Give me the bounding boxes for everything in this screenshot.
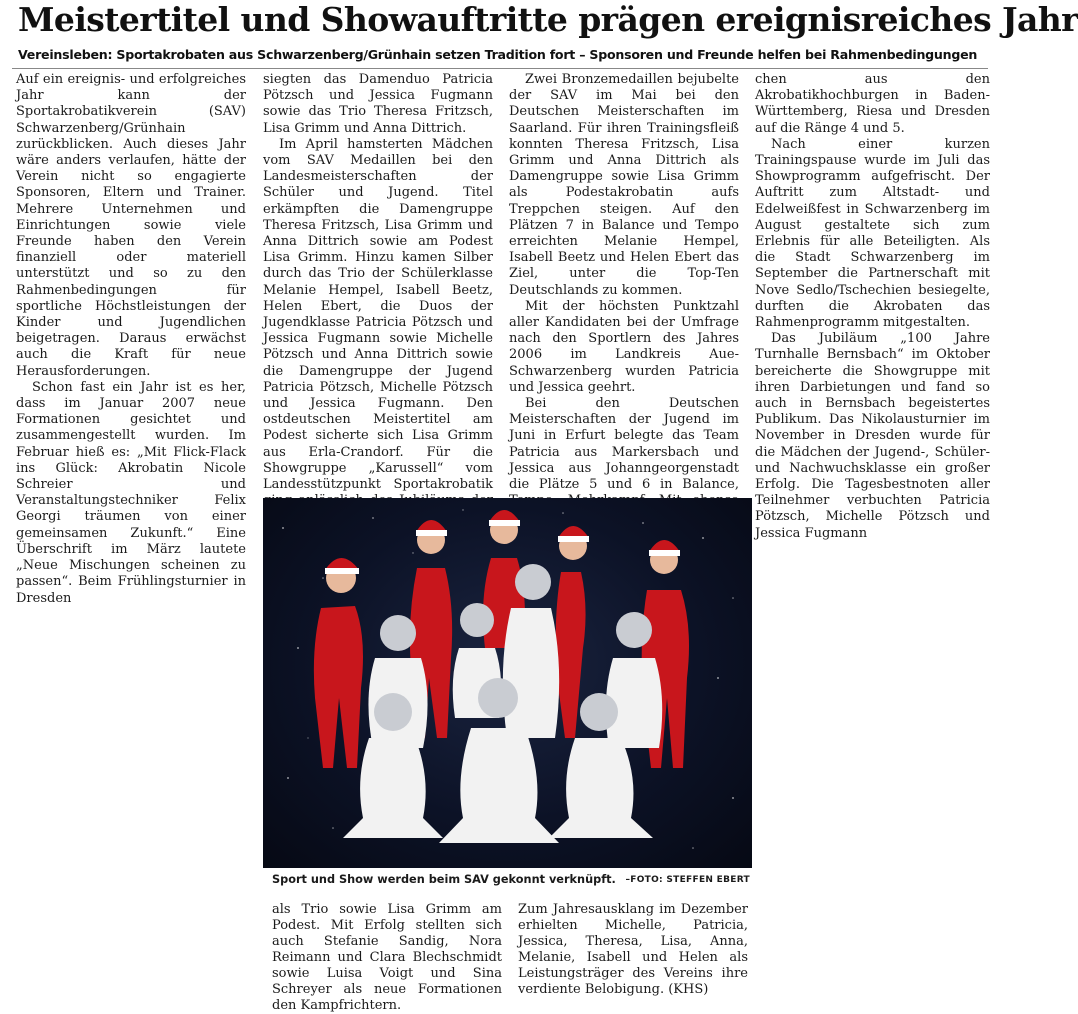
paragraph: chen aus den Akrobatikhochburgen in Baden-Württemberg, Riesa und Dresden auf die Ränge 4 und 5. [755, 72, 990, 136]
header-divider [12, 68, 988, 69]
headline: Meistertitel und Showauftritte prägen ereignisreiches Jahr [18, 0, 1078, 39]
bottom-column-1 [272, 902, 502, 1013]
bottom-column-2 [518, 902, 748, 998]
article-column-2 [263, 72, 493, 504]
article-column-1 [16, 72, 246, 606]
paragraph: Schon fast ein Jahr ist es her, dass im Januar 2007 neue Formationen gesichtet und zusammengestellt wurden. Im Februar hieß es: „Mit Flick-Flack ins Glück: Akrobatin Nicole Schreier und Veranstaltungstechniker Felix Georgi träumen von einer gemeinsamen Zukunft.“ Eine Überschrift im März lautete „Neue Mischungen scheinen zu passen“. Beim Frühlingsturnier in Dresden [16, 379, 246, 606]
paragraph: Nach einer kurzen Trainingspause wurde im Juli das Showprogramm aufgefrischt. Der Auftritt zum Altstadt- und Edelweißfest in Schwarzenberg im August gestaltete sich zum Erlebnis für alle Beteiligten. Als die Stadt Schwarzenberg im September die Partnerschaft mit Nove Sedlo/Tschechien besiegelte, durften die Akrobaten das Rahmenprogramm mitgestalten. [755, 136, 990, 331]
group-photo [263, 498, 752, 868]
paragraph: Bei den Deutschen Meisterschaften der Jugend im Juni in Erfurt belegte das Team Patricia aus Markersbach und Jessica aus Johanngeorgenstadt die Plätze 5 und 6 in Balance, [509, 396, 739, 493]
paragraph: Zum Jahresausklang im Dezember erhielten Michelle, Patricia, Jessica, Theresa, Lisa, Anna, Melanie, Isabell und Helen als Leistungsträger des Vereins ihre verdiente Belobigung. (KHS) [518, 902, 748, 997]
paragraph: Zwei Bronzemedaillen bejubelte der SAV im Mai bei den Deutschen Meisterschaften im Saarland. Für ihren Trainingsfleiß konnten Theresa Fritzsch, Lisa Grimm und Anna Dittrich als Damengruppe sowie Lisa Grimm als Podestakrobatin aufs Treppchen steigen. Auf den Plätzen 7 in Balance und Tempo erreichten Melanie Hempel, Isabell Beetz und Helen Ebert das Ziel, unter die Top-Ten Deutschlands zu kommen. [509, 72, 739, 298]
paragraph: Auf ein ereignis- und erfolgreiches Jahr kann der Sportakrobatikverein (SAV) Schwarzenberg/Grünhain zurückblicken. Auch dieses Jahr wäre anders verlaufen, hätte der Verein nicht so engagierte Sponsoren, Eltern und Trainer. Mehrere Unternehmen und Einrichtungen sowie viele Freunde haben den Verein finanziell oder materiell unterstützt und so zu den Rahmenbedingungen für sportliche Höchstleistungen der Kinder und Jugendlichen beigetragen. Daraus erwächst auch die Kraft für neue Herausforderungen. [16, 72, 246, 379]
article-column-3 [509, 72, 739, 504]
paragraph: als Trio sowie Lisa Grimm am Podest. Mit Erfolg stellten sich auch Stefanie Sandig, Nora Reimann und Clara Blechschmidt sowie Luisa Voigt und Sina Schreyer als neue Formationen den Kampfrichtern. [272, 902, 502, 1013]
paragraph: Im April hamsterten Mädchen vom SAV Medaillen bei den Landesmeisterschaften der Schüler und Jugend. Titel erkämpften die Damengruppe Theresa Fritzsch, Lisa Grimm und Anna Dittrich sowie am Podest Lisa Grimm. Hinzu kamen Silber durch das Trio der Schülerklasse Melanie Hempel, Isabell Beetz, Helen Ebert, die Duos der Jugendklasse Patricia Pötzsch und Jessica Fugmann sowie Michelle Pötzsch und Anna Dittrich sowie die Damengruppe der Jugend Patricia Pötzsch, Michelle Pötzsch und Jessica Fugmann. Den ostdeutschen Meistertitel am Podest sicherte sich Lisa Grimm aus Erla-Crandorf. Für die Showgruppe „Karussell“ vom Landesstützpunkt Sportakrobatik [263, 136, 493, 493]
photo-credit: –FOTO: STEFFEN EBERT [625, 875, 750, 885]
paragraph: Das Jubiläum „100 Jahre Turnhalle Bernsbach“ im Oktober bereicherte die Showgruppe mit ihren Darbietungen und fand so auch in Bernsbach begeistertes Publikum. Das Nikolausturnier im November in Dresden wurde für die Mädchen der Jugend-, Schüler- und Nachwuchsklasse ein großer Erfolg. Die Tagesbestnoten aller Teilnehmer verbuchten Patricia Pötzsch, Michelle Pötzsch und Jessica Fugmann [755, 331, 990, 541]
photo-caption [272, 872, 750, 888]
article-column-4 [755, 72, 990, 541]
acrobats-illustration [263, 498, 752, 868]
subheadline: Vereinsleben: Sportakrobaten aus Schwarzenberg/Grünhain setzen Tradition fort – Sponsoren und Freunde helfen bei Rahmenbedingungen [18, 47, 978, 62]
paragraph: Mit der höchsten Punktzahl aller Kandidaten bei der Umfrage nach den Sportlern des Jahres 2006 im Landkreis Aue-Schwarzenberg wurden Patricia und Jessica geehrt. [509, 298, 739, 395]
front-row-performers [343, 678, 653, 843]
paragraph: siegten das Damenduo Patricia Pötzsch und Jessica Fugmann sowie das Trio Theresa Fritzsch, Lisa Grimm und Anna Dittrich. [263, 72, 493, 136]
caption-text: Sport und Show werden beim SAV gekonnt verknüpft. [272, 873, 616, 886]
